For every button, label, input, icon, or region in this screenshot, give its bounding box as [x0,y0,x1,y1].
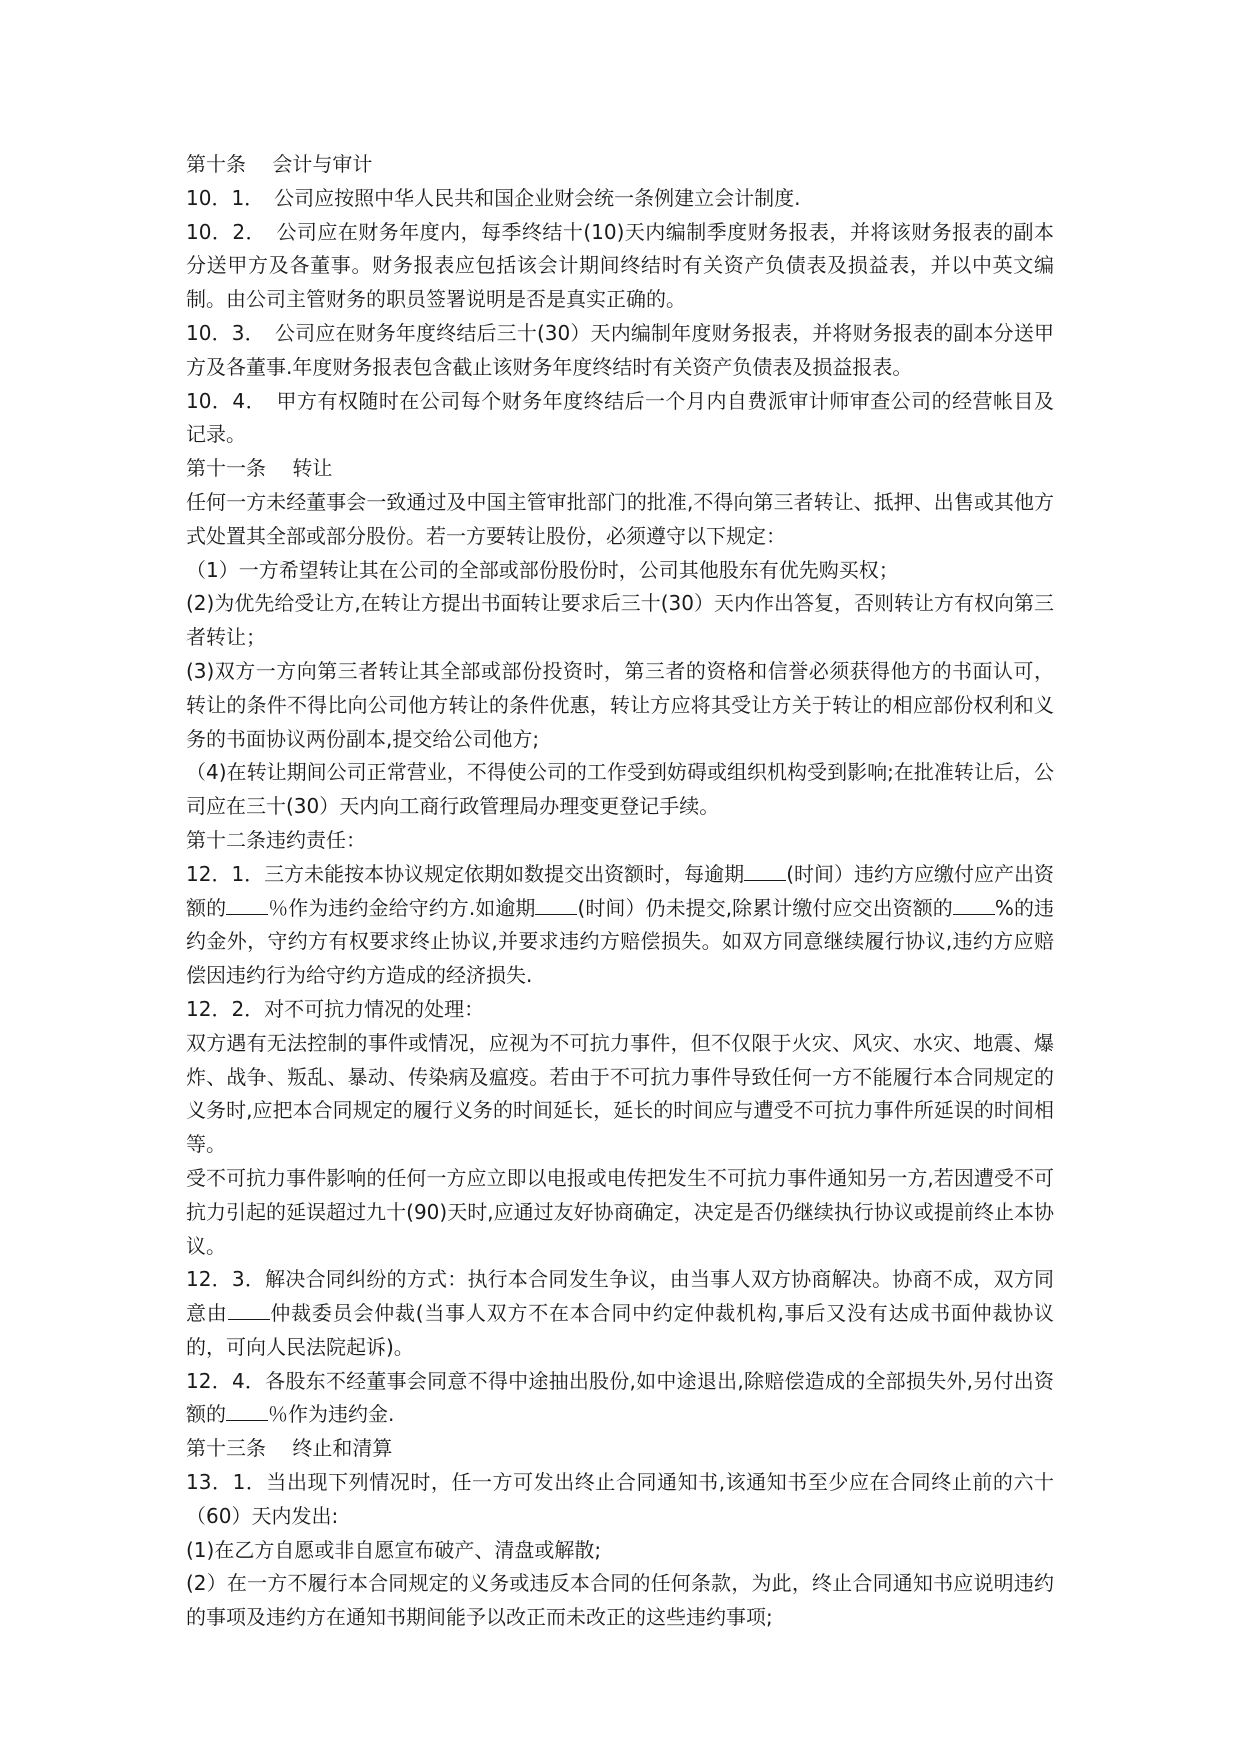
paragraph-text: %的违约金外，守约方有权要求终止协议,并要求违约方赔偿损失。如双方同意继续履行协议,违约方应赔偿因违约行为给守约方造成的经济损失. [186,895,1055,988]
fill-in-blank [226,896,268,915]
fill-in-blank [953,896,995,915]
paragraph-text: 任何一方未经董事会一致通过及中国主管审批部门的批准,不得向第三者转让、抵押、出售或其他方式处置其全部或部分股份。若一方要转让股份，必须遵守以下规定： [186,489,1054,548]
paragraph-text: (3)双方一方向第三者转让其全部或部份投资时，第三者的资格和信誉必须获得他方的书面认可，转让的条件不得比向公司他方转让的条件优惠，转让方应将其受让方关于转让的相应部份权利和义务的书面协议两份副本,提交给公司他方; [186,658,1054,751]
paragraph-text: ％作为违约金. [268,1402,395,1427]
paragraph-text: 12．4．各股东不经董事会同意不得中途抽出股份,如中途退出,除赔偿造成的全部损失外,另付出资额的 [186,1368,1054,1427]
paragraph-art11-1 [186,554,1054,588]
paragraph-art11-intro [186,486,1054,554]
paragraph-text: ％作为违约金给守约方.如逾期 [268,895,536,920]
paragraph-art13-1-2 [186,1567,1054,1635]
paragraph-text: （1）一方希望转让其在公司的全部或部份股份时，公司其他股东有优先购买权； [186,557,899,582]
paragraph-art10-4 [186,385,1054,453]
paragraph-text: (2)为优先给受让方,在转让方提出书面转让要求后三十(30）天内作出答复，否则转让方有权向第三者转让； [186,591,1054,650]
paragraph-art13-title [186,1432,1054,1466]
paragraph-art10-title [186,148,1054,182]
paragraph-text: 10．3． 公司应在财务年度终结后三十(30）天内编制年度财务报表，并将财务报表的副本分送甲方及各董事.年度财务报表包含截止该财务年度终结时有关资产负债表及损益报表。 [186,320,1054,379]
paragraph-art12-title [186,824,1054,858]
paragraph-text: (时间）仍未提交,除累计缴付应交出资额的 [577,895,953,920]
paragraph-text: 双方遇有无法控制的事件或情况，应视为不可抗力事件，但不仅限于火灾、风灾、水灾、地震、爆炸、战争、叛乱、暴动、传染病及瘟疫。若由于不可抗力事件导致任何一方不能履行本合同规定的义务时,应把本合同规定的履行义务的时间延长，延长的时间应与遭受不可抗力事件所延误的时间相等。 [186,1030,1054,1157]
paragraph-art12-1 [186,858,1054,993]
paragraph-text: 12．3．解决合同纠纷的方式：执行本合同发生争议，由当事人双方协商解决。协商不成，双方同意由 [186,1267,1054,1326]
paragraph-art10-3 [186,317,1054,385]
paragraph-art12-4 [186,1365,1054,1433]
paragraph-art12-2a [186,1027,1054,1162]
paragraph-text: (时间）违约方应缴付应产出资额的 [186,861,1054,920]
paragraph-text: 12．2．对不可抗力情况的处理： [186,996,485,1021]
paragraph-art12-2b [186,1162,1054,1263]
paragraph-text: 10．2． 公司应在财务年度内，每季终结十(10)天内编制季度财务报表，并将该财务报表的副本分送甲方及各董事。财务报表应包括该会计期间终结时有关资产负债表及损益表，并以中英文编制。由公司主管财务的职员签署说明是否是真实正确的。 [186,219,1054,312]
fill-in-blank [535,896,577,915]
paragraph-art12-2 [186,993,1054,1027]
paragraph-text: (2）在一方不履行本合同规定的义务或违反本合同的任何条款，为此，终止合同通知书应说明违约的事项及违约方在通知书期间能予以改正而未改正的这些违约事项; [186,1571,1054,1630]
paragraph-art13-1 [186,1466,1054,1534]
paragraph-text: 12．1．三方未能按本协议规定依期如数提交出资额时，每逾期 [186,861,745,886]
paragraph-text: 第十一条 转让 [186,456,333,481]
paragraph-art11-3 [186,655,1054,756]
paragraph-art11-2 [186,587,1054,655]
paragraph-art13-1-1 [186,1534,1054,1568]
fill-in-blank [744,862,786,881]
paragraph-text: 10．1． 公司应按照中华人民共和国企业财会统一条例建立会计制度. [186,185,801,210]
paragraph-text: (1)在乙方自愿或非自愿宣布破产、清盘或解散; [186,1537,602,1562]
document-page [186,148,1054,1635]
paragraph-text: （4)在转让期间公司正常营业，不得使公司的工作受到妨碍或组织机构受到影响;在批准转让后，公司应在三十(30）天内向工商行政管理局办理变更登记手续。 [186,760,1054,819]
fill-in-blank [226,1402,268,1421]
paragraph-art10-2 [186,216,1054,317]
paragraph-text: 第十二条违约责任： [186,827,366,852]
paragraph-text: 仲裁委员会仲裁(当事人双方不在本合同中约定仲裁机构,事后又没有达成书面仲裁协议的，可向人民法院起诉)。 [186,1301,1054,1359]
paragraph-text: 第十三条 终止和清算 [186,1436,393,1461]
paragraph-text: 13．1．当出现下列情况时，任一方可发出终止合同通知书,该通知书至少应在合同终止前的六十（60）天内发出: [186,1470,1054,1528]
paragraph-art11-4 [186,756,1054,824]
fill-in-blank [228,1301,270,1320]
paragraph-art10-1 [186,182,1054,216]
paragraph-art11-title [186,452,1054,486]
paragraph-text: 10．4． 甲方有权随时在公司每个财务年度终结后一个月内自费派审计师审查公司的经营帐目及记录。 [186,388,1054,447]
paragraph-text: 受不可抗力事件影响的任何一方应立即以电报或电传把发生不可抗力事件通知另一方,若因遭受不可抗力引起的延误超过九十(90)天时,应通过友好协商确定，决定是否仍继续执行协议或提前终止本协议。 [186,1165,1054,1258]
paragraph-text: 第十条 会计与审计 [186,152,373,176]
paragraph-art12-3 [186,1263,1054,1364]
